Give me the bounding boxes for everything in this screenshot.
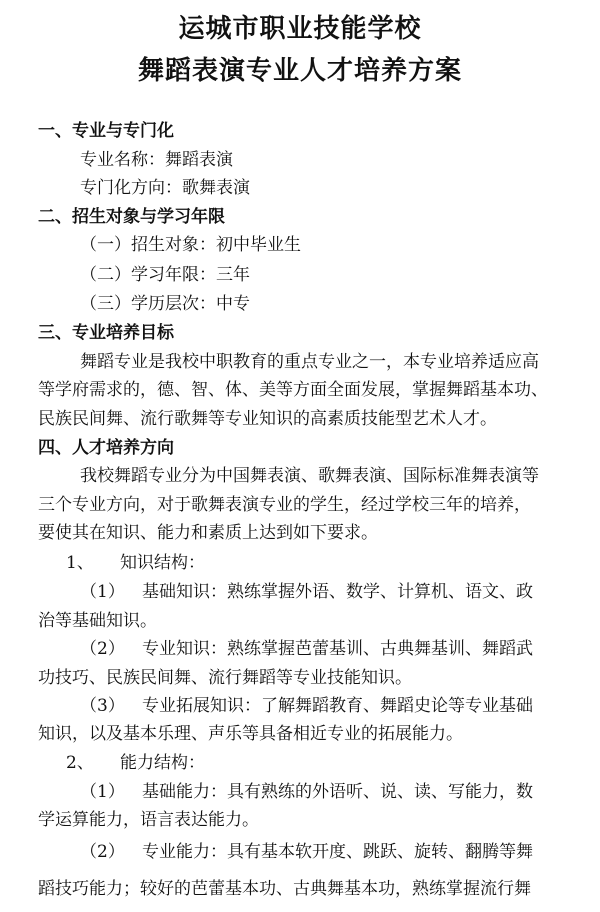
knowledge-item-text: 专业知识：熟练掌握芭蕾基训、古典舞基训、舞蹈武 <box>142 639 533 659</box>
knowledge-item-number: （3） <box>80 696 125 716</box>
ability-structure-title: 能力结构： <box>120 753 205 773</box>
ability-item-text: 蹈技巧能力；较好的芭蕾基本功、古典舞基本功，熟练掌握流行舞 <box>38 879 531 899</box>
ability-item-number: （1） <box>80 782 125 802</box>
study-duration: （二）学习年限：三年 <box>80 265 250 285</box>
specialization: 专门化方向：歌舞表演 <box>80 178 250 198</box>
knowledge-item-text: 知识，以及基本乐理、声乐等具备相近专业的拓展能力。 <box>38 724 463 744</box>
ability-structure-number: 2、 <box>66 753 94 773</box>
goal-paragraph-line: 舞蹈专业是我校中职教育的重点专业之一，本专业培养适应高 <box>80 352 539 372</box>
goal-paragraph-line: 等学府需求的，德、智、体、美等方面全面发展，掌握舞蹈基本功、 <box>38 380 548 400</box>
ability-item-text: 基础能力：具有熟练的外语听、说、读、写能力，数 <box>142 782 533 802</box>
knowledge-item-text: 治等基础知识。 <box>38 611 157 631</box>
ability-item-number: （2） <box>80 842 125 862</box>
direction-paragraph-line: 要使其在知识、能力和素质上达到如下要求。 <box>38 523 378 543</box>
knowledge-structure-title: 知识结构： <box>120 553 205 573</box>
knowledge-item-number: （1） <box>80 582 125 602</box>
section-3-heading: 三、专业培养目标 <box>38 323 174 343</box>
enrollment-target: （一）招生对象：初中毕业生 <box>80 235 301 255</box>
major-name: 专业名称：舞蹈表演 <box>80 150 233 170</box>
ability-item-text: 专业能力：具有基本软开度、跳跃、旋转、翻腾等舞 <box>142 842 533 862</box>
school-title: 运城市职业技能学校 <box>178 14 422 44</box>
section-2-heading: 二、招生对象与学习年限 <box>38 207 225 227</box>
ability-item-text: 学运算能力，语言表达能力。 <box>38 810 259 830</box>
knowledge-item-text: 基础知识：熟练掌握外语、数学、计算机、语文、政 <box>142 582 533 602</box>
knowledge-item-text: 专业拓展知识：了解舞蹈教育、舞蹈史论等专业基础 <box>142 696 533 716</box>
section-4-heading: 四、人才培养方向 <box>38 438 174 458</box>
knowledge-item-number: （2） <box>80 639 125 659</box>
direction-paragraph-line: 我校舞蹈专业分为中国舞表演、歌舞表演、国际标准舞表演等 <box>80 466 539 486</box>
section-1-heading: 一、专业与专门化 <box>38 121 174 141</box>
knowledge-structure-number: 1、 <box>66 553 94 573</box>
plan-title: 舞蹈表演专业人才培养方案 <box>137 56 462 86</box>
goal-paragraph-line: 民族民间舞、流行歌舞等专业知识的高素质技能型艺术人才。 <box>38 409 497 429</box>
education-level: （三）学历层次：中专 <box>80 294 250 314</box>
direction-paragraph-line: 三个专业方向，对于歌舞表演专业的学生，经过学校三年的培养， <box>38 495 531 515</box>
knowledge-item-text: 功技巧、民族民间舞、流行舞蹈等专业技能知识。 <box>38 668 412 688</box>
